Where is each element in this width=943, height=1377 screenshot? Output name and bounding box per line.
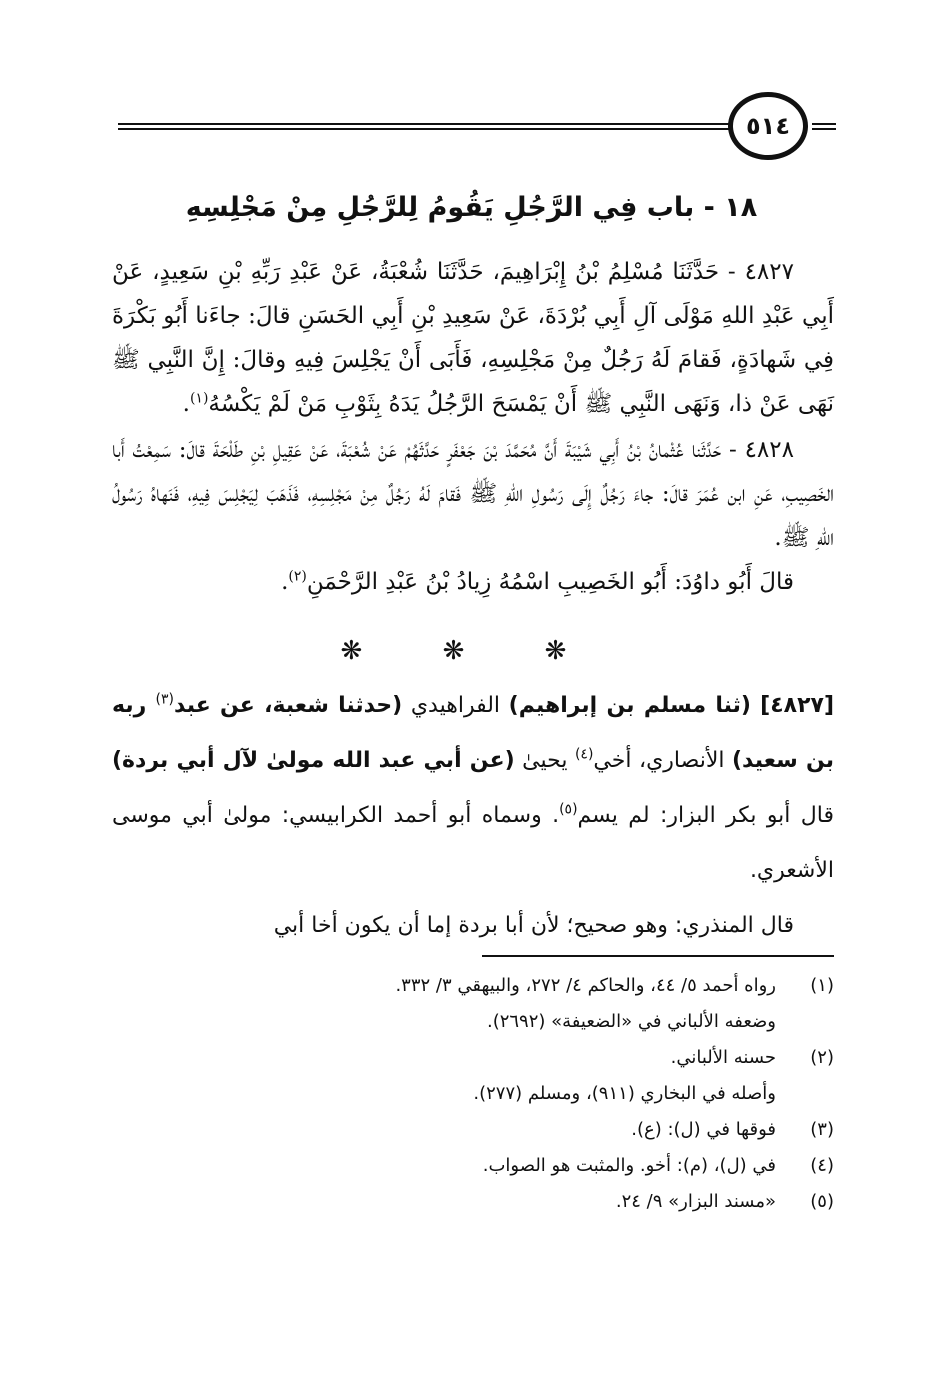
header-rule-end xyxy=(812,123,836,131)
note-end: . xyxy=(281,569,289,595)
footnote-number: (٣) xyxy=(810,1119,834,1140)
footnote-text: فوقها في (ل): (ع). xyxy=(631,1119,776,1140)
commentary-citation: (عن أبي عبد الله مولىٰ لآل أبي بردة) xyxy=(112,748,515,773)
footnote-ref: (١) xyxy=(189,390,209,407)
hadith-text: ٤٨٢٧ - حَدَّثَنَا مُسْلِمُ بْنُ إِبْرَاهِيمَ، حَدَّثَنَا شُعْبَةُ، عَنْ عَبْدِ رَبِّهِ بْنِ سَعِيدٍ، عَنْ أَبِي عَبْدِ اللهِ مَوْلَى آلِ أَبِي بُرْدَةَ، عَنْ سَعِيدِ بْنِ أَبِي الحَسَنِ قالَ: جاءَنا أَبُو بَكْرَةَ فِي شَهادَةٍ، فَقامَ لَهُ رَجُلٌ مِنْ مَجْلِسِهِ، فَأَبَى أَنْ يَجْلِسَ فِيهِ وقالَ: إِنَّ النَّبِي ﷺ نَهَى عَنْ ذا، وَنَهَى النَّبِي ﷺ أَنْ يَمْسَحَ الرَّجُلُ يَدَهُ بِثَوْبِ مَنْ لَمْ يَكْسُهُ xyxy=(112,259,834,417)
footnote-rule xyxy=(482,955,834,957)
footnote-ref: (٥) xyxy=(559,801,578,818)
commentary-citation: (حدثنا شعبة، عن عبد xyxy=(174,693,403,718)
abu-dawud-note: قالَ أَبُو داوُدَ: أَبُو الخَصِيبِ اسْمُهُ زِيادُ بْنُ عَبْدِ الرَّحْمَنِ xyxy=(306,569,794,595)
footnote-item xyxy=(112,1184,834,1220)
section-separator: ❋ ❋ ❋ xyxy=(340,636,603,666)
footnote-ref: (٤) xyxy=(574,746,594,763)
footnote-number: (٢) xyxy=(810,1047,834,1068)
commentary-citation: ربه بن سعيد) xyxy=(112,693,835,773)
commentary-text: قال أبو بكر البزار: لم يسم xyxy=(577,803,834,828)
footnote-text: «مسند البزار» ٩/ ٢٤. xyxy=(615,1191,776,1212)
footnote-item xyxy=(112,1004,834,1040)
hadith-end: . xyxy=(182,391,190,417)
commentary-paragraph: قال المنذري: وهو صحيح؛ لأن أبا بردة إما أن يكون أخا أبي xyxy=(273,913,794,938)
footnote-item xyxy=(112,1040,834,1076)
hadith-4828 xyxy=(112,428,834,604)
chapter-title: ١٨ - باب فِي الرَّجُلِ يَقُومُ لِلرَّجُلِ مِنْ مَجْلِسِهِ xyxy=(185,192,758,223)
header-rule xyxy=(118,123,730,129)
footnote-text: وأصله في البخاري (٩١١)، ومسلم (٢٧٧). xyxy=(473,1083,776,1104)
footnote-number: (١) xyxy=(810,975,834,996)
commentary xyxy=(112,678,834,953)
footnote-item xyxy=(112,1112,834,1148)
footnote-text: وضعفه الألباني في «الضعيفة» (٢٦٩٢). xyxy=(486,1011,776,1032)
footnote-ref: (٢) xyxy=(288,568,307,585)
footnote-item xyxy=(112,1148,834,1184)
hadith-text: ٤٨٢٨ - حَدَّثَنا عُثْمانُ بْنُ أَبِي شَيْبَةَ أَنَّ مُحَمَّدَ بْنَ جَعْفَرٍ حَدَّثَهُمْ عَنْ شُعْبَةَ، عَنْ عَقِيلِ بْنِ طَلْحَةَ قالَ: سَمِعْتُ أَبا الخَصِيبِ، عَنِ ابن عُمَرَ قالَ: جاءَ رَجُلٌ إِلَى رَسُولِ اللهِ ﷺ فَقامَ لَهُ رَجُلٌ مِنْ مَجْلِسِهِ، فَذَهَبَ لِيَجْلِسَ فِيهِ، فَنَهاهُ رَسُولُ اللهِ ﷺ. xyxy=(112,437,834,551)
commentary-text: يحيىٰ xyxy=(514,748,575,773)
footnote-text: رواه أحمد ٥/ ٤٤، والحاكم ٤/ ٢٧٢، والبيهقي ٣/ ٣٣٢. xyxy=(395,975,776,996)
footnote-item xyxy=(112,1076,834,1112)
footnotes xyxy=(112,968,834,1220)
commentary-text: الفراهيدي xyxy=(402,693,509,718)
commentary-text: الأنصاري، أخي xyxy=(593,748,732,773)
footnote-number: (٤) xyxy=(810,1155,834,1176)
footnote-item xyxy=(112,968,834,1004)
footnote-number: (٥) xyxy=(810,1191,834,1212)
footnote-text: حسنه الألباني. xyxy=(670,1047,776,1068)
page-number: ٥١٤ xyxy=(728,92,808,160)
hadith-4827 xyxy=(112,250,834,426)
commentary-citation: [٤٨٢٧] (ثنا مسلم بن إبراهيم) xyxy=(508,693,834,718)
commentary-text: . وسماه أبو أحمد الكرابيسي: مولىٰ أبي موسى الأشعري. xyxy=(112,803,834,883)
footnote-ref: (٣) xyxy=(155,691,175,708)
footnote-text: في (ل)، (م): أخو. والمثبت هو الصواب. xyxy=(482,1155,776,1176)
